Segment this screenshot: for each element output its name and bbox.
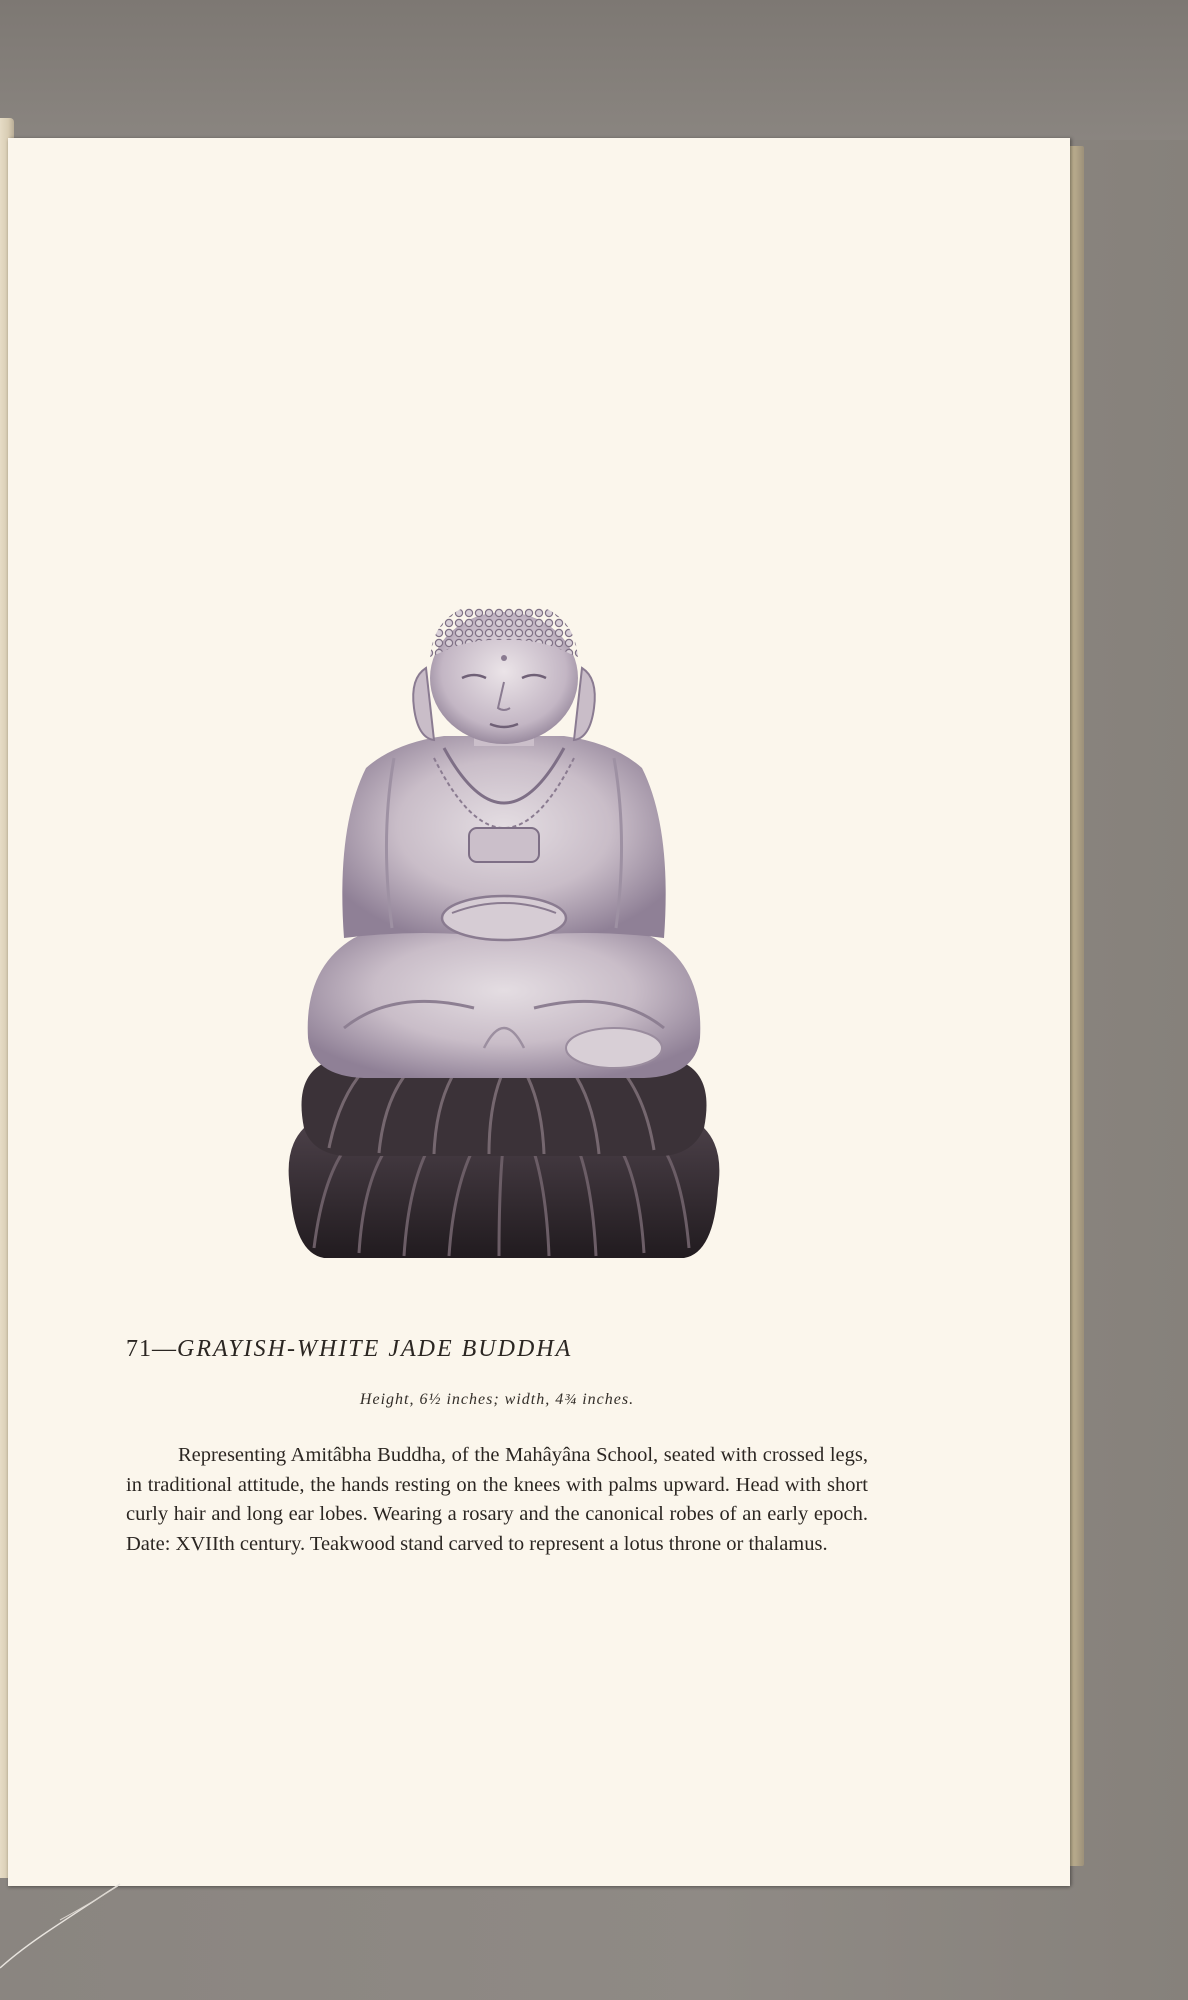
entry-dimensions: Height, 6½ inches; width, 4¾ inches. — [359, 1391, 635, 1408]
book-page — [8, 138, 1070, 1886]
table-surface — [0, 0, 1188, 140]
loose-thread — [0, 1880, 130, 1970]
entry-number: 71— — [126, 1336, 177, 1362]
entry-name: GRAYISH-WHITE JADE BUDDHA — [177, 1336, 573, 1362]
entry-title — [126, 1336, 906, 1363]
jade-buddha-photograph — [284, 608, 724, 1278]
entry-description: Representing Amitâbha Buddha, of the Mahâyâna School, seated with crossed legs, in traditional attitude, the hands resting on the knees with palms upward. Head with short curly hair and long ear lobes. Wearing a rosary and the canonical robes of an early epoch. Date: XVIIth century. Teakwood stand carved to represent a lotus throne or thalamus. — [126, 1444, 868, 1555]
